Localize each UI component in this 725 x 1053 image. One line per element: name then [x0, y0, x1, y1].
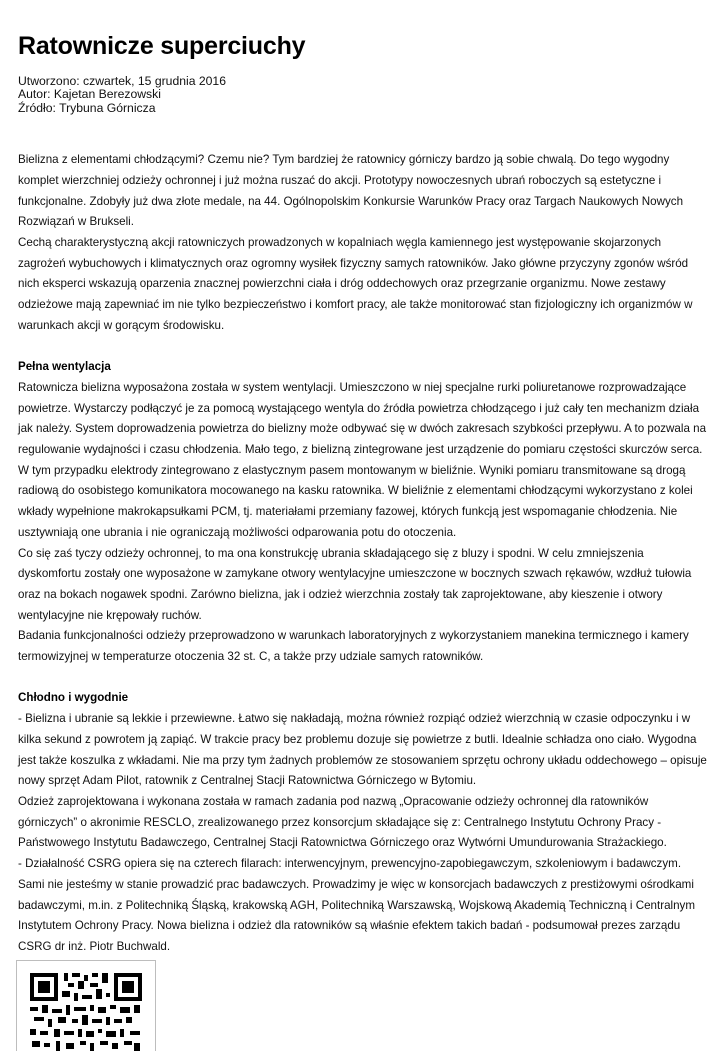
intro-paragraph: Cechą charakterystyczną akcji ratowniczych prowadzonych w kopalniach węgla kamiennego jest występowanie skojarzonych zagrożeń wybuchowych i klimatycznych oraz ogromny wysiłek fizyczny samych ratowników. Jako główne przyczyny zgonów wśród nich eksperci wskazują oparzenia znacznej powierzchni ciała i dróg oddechowych oraz przegrzanie organizmu. Nowe zestawy odzieżowe mają zapewniać im nie tylko bezpieczeństwo i komfort pracy, ale także monitorować stan fizjologiczny ich organizmów w warunkach akcji w gorącym środowisku.	[18, 236, 693, 332]
author: Autor: Kajetan Berezowski	[18, 87, 161, 102]
article-meta	[18, 75, 707, 115]
section-paragraph: Odzież zaprojektowana i wykonana została w ramach zadania pod nazwą „Opracowanie odzieży ochronnej dla ratowników górniczych” o akronimie RESCLO, zrealizowanego przez konsorcjum składające się z: Centralnego Instytutu Ochrony Pracy - Państwowego Instytutu Badawczego, Centralnej Stacji Ratownictwa Górniczego oraz Wytwórni Umundurowania Strażackiego.	[18, 794, 667, 850]
intro-paragraph: Bielizna z elementami chłodzącymi? Czemu nie? Tym bardziej że ratownicy górniczy bardzo ją sobie chwalą. Do tego wygodny komplet wierzchniej odzieży ochronnej i już można ruszać do akcji. Prototypy nowoczesnych ubrań roboczych są estetyczne i funkcjonalne. Zdobyły już dwa złote medale, na 44. Ogólnopolskim Konkursie Warunków Pracy oraz Targach Naukowych Nowych Rozwiązań w Brukseli.	[18, 153, 684, 229]
section-paragraph: Badania funkcjonalności odzieży przeprowadzono w warunkach laboratoryjnych z wykorzystaniem manekina termicznego i kamery termowizyjnej w temperaturze otoczenia 32 st. C, a także przy udziale samych ratowników.	[18, 629, 689, 664]
qr-code-icon	[30, 973, 142, 1053]
qr-code-box	[16, 960, 156, 1051]
section-heading: Chłodno i wygodnie	[18, 691, 129, 705]
section-paragraph: Co się zaś tyczy odzieży ochronnej, to ma ona konstrukcję ubrania składającego się z bluzy i spodni. W celu zmniejszenia dyskomfortu zostały one wyposażone w zamykane otwory wentylacyjne umieszczone w bocznych szwach rękawów, wzdłuż tułowia oraz na bokach nogawek spodni. Zarówno bielizna, jak i odzież wierzchnia zostały tak zaprojektowane, aby kieszenie i otwory wentylacyjne nie krępowały ruchów.	[18, 546, 692, 622]
document-page	[18, 0, 707, 958]
article-body	[18, 150, 707, 957]
section-heading: Pełna wentylacja	[18, 360, 111, 374]
section-paragraph: Ratownicza bielizna wyposażona została w system wentylacji. Umieszczono w niej specjalne rurki poliuretanowe rozprowadzające powietrze. Wystarczy podłączyć je za pomocą wystającego wentyla do źródła powietrza chłodzącego i już cały ten mechanizm działa jak należy. System doprowadzenia powietrza do bielizny może odbywać się w dwóch zakresach szybkości przepływu. A to pozwala na regulowanie wydajności i czasu chłodzenia. Mało tego, z bielizną zintegrowane jest urządzenie do pomiaru częstości skurczów serca. W tym przypadku elektrody zintegrowano z elastycznym pasem montowanym w bieliźnie. Wyniki pomiaru transmitowane są drogą radiową do osobistego komunikatora mocowanego na kasku ratownika. W bieliźnie z elementami chłodzącymi wykorzystano z kolei wkłady wypełnione makrokapsułkami PCM, tj. materiałami przemiany fazowej, których funkcją jest wspomaganie chłodzenia. Nie usztywniają one ubrania i nie ograniczają możliwości odparowania potu do otoczenia.	[18, 380, 707, 539]
article-title: Ratownicze superciuchy	[18, 32, 306, 60]
section-paragraph: - Działalność CSRG opiera się na czterech filarach: interwencyjnym, prewencyjno-zapobiegawczym, szkoleniowym i badawczym. Sami nie jesteśmy w stanie prowadzić prac badawczych. Prowadzimy je więc w konsorcjach badawczych z prestiżowymi ośrodkami badawczymi, m.in. z Politechniką Śląską, krakowską AGH, Politechniką Warszawską, Wojskową Akademią Techniczną i Centralnym Instytutem Ochrony Pracy. Nowa bielizna i odzież dla ratowników są właśnie efektem takich badań - podsumował prezes zarządu CSRG dr inż. Piotr Buchwald.	[18, 857, 695, 953]
source: Źródło: Trybuna Górnicza	[18, 100, 156, 115]
created-date: Utworzono: czwartek, 15 grudnia 2016	[18, 74, 226, 88]
section-paragraph: - Bielizna i ubranie są lekkie i przewiewne. Łatwo się nakładają, można również rozpiąć odzież wierzchnią w czasie odpoczynku i w kilka sekund z powrotem ją zapiąć. W trakcie pracy bez problemu dozuje się powietrze z butli. Idealnie schładza ono ciało. Wygodna jest także koszulka z wkładami. Nie ma przy tym żadnych problemów ze stosowaniem sprzętu ochrony układu oddechowego – opisuje nowy sprzęt Adam Pilot, ratownik z Centralnej Stacji Ratownictwa Górniczego w Bytomiu.	[18, 712, 707, 788]
